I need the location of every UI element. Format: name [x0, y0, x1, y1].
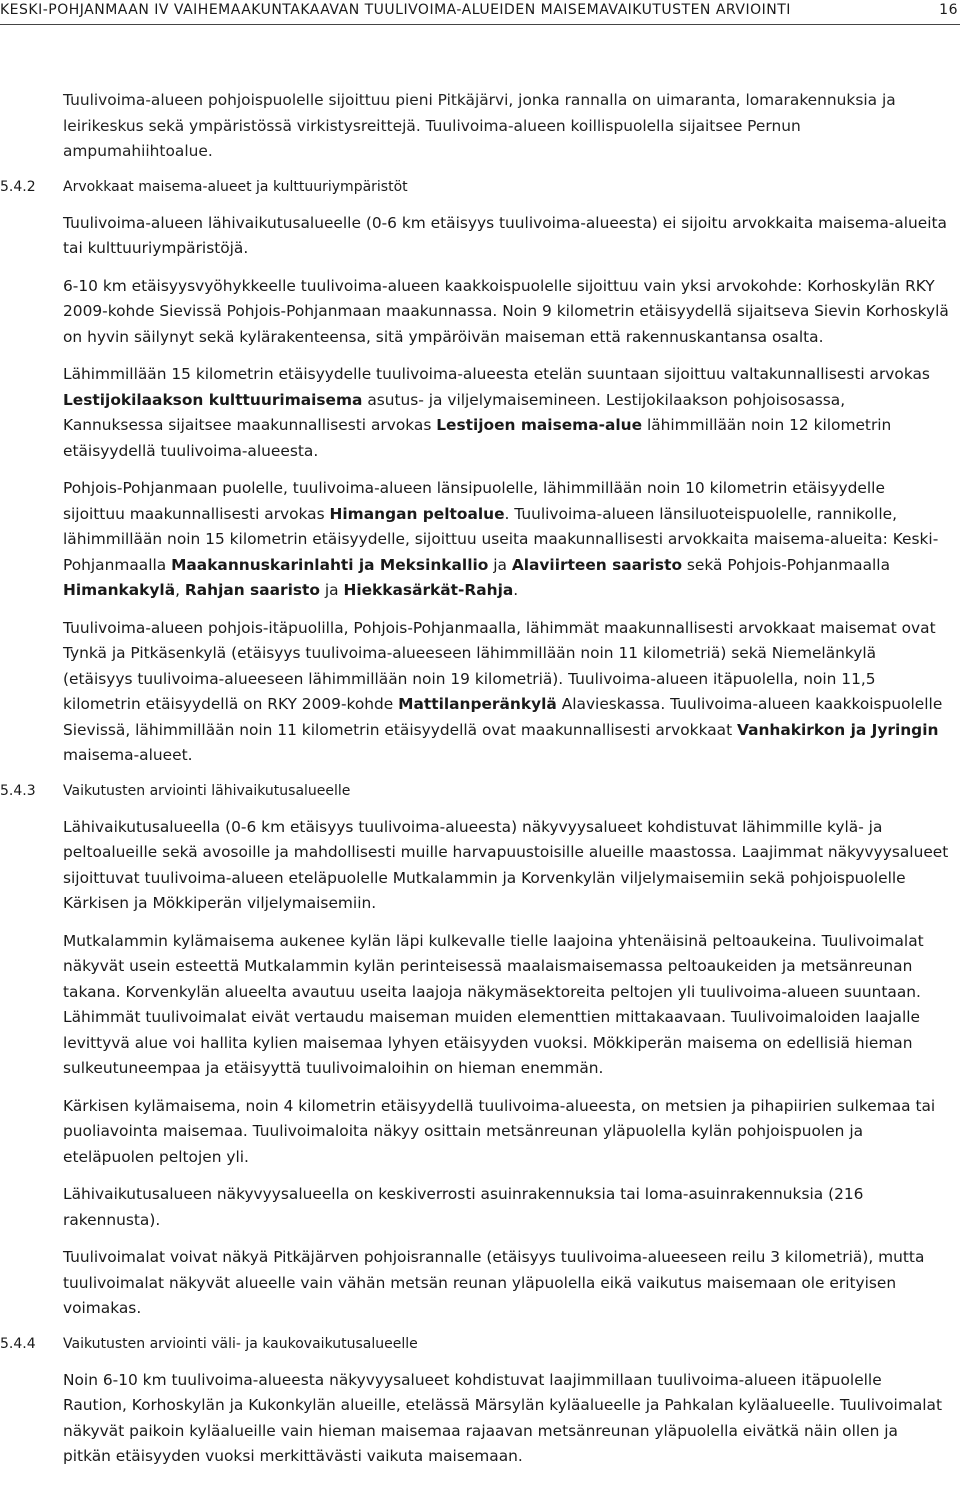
paragraph: Tuulivoima-alueen lähivaikutusalueelle (0-6 km etäisyys tuulivoima-alueesta) ei sijoitu arvokkaita maisema-alueita tai kulttuuriympäristöjä. — [63, 213, 947, 257]
section-title: Arvokkaat maisema-alueet ja kulttuuriympäristöt — [63, 178, 408, 195]
emphasis: Alaviirteen saaristo — [511, 555, 683, 574]
page-header — [0, 0, 960, 25]
paragraph: Kärkisen kylämaisema, noin 4 kilometrin etäisyydellä tuulivoima-alueesta, on metsien ja pihapiirien sulkemaa tai puoliavointa maisemaa. Tuulivoimaloita näkyy osittain metsänreunan yläpuolella kylän pohjoispuolen ja eteläpuolen peltojen yli. — [63, 1096, 936, 1166]
emphasis: Lestijokilaakson kulttuurimaisema — [63, 390, 363, 409]
section-heading-5-4-2 — [0, 177, 960, 197]
paragraph: Tuulivoimalat voivat näkyä Pitkäjärven pohjoisrannalle (etäisyys tuulivoima-alueeseen reilu 3 kilometriä), mutta tuulivoimalat näkyvät alueelle vain vähän metsän reunan yläpuolella eikä vaikutus maisemaan ole erityisen voimakas. — [63, 1248, 925, 1317]
section-heading-5-4-3 — [0, 781, 960, 801]
emphasis: Hiekkasärkät-Rahja — [343, 581, 514, 599]
emphasis: Rahjan saaristo — [184, 581, 320, 599]
paragraph: Lähivaikutusalueen näkyvyysalueella on keskiverrosti asuinrakennuksia tai loma-asuinrakennuksia (216 rakennusta). — [63, 1185, 864, 1229]
document-title: KESKI-POHJANMAAN IV VAIHEMAAKUNTAKAAVAN TUULIVOIMA-ALUEIDEN MAISEMAVAIKUTUSTEN ARVIOINTI — [0, 2, 791, 18]
paragraph: Noin 6-10 km tuulivoima-alueesta näkyvyysalueet kohdistuvat laajimmillaan tuulivoima-alueen itäpuolelle Raution, Korhoskylän ja Kukonkylän alueille, etelässä Märsylän kyläalueelle ja Pahkalan kyläalueelle. Tuulivoimalat näkyvät paikoin kyläalueille vain hieman maisemaa rajaavan metsänreunan yläpuolella eivätkä näin ollen ja pitkän etäisyyden vuoksi merkittävästi vaikuta maisemaan. — [63, 1370, 942, 1465]
paragraph: Mutkalammin kylämaisema aukenee kylän läpi kulkevalle tielle laajoina yhtenäisinä peltoaukeina. Tuulivoimalat näkyvät usein esteettä Mutkalammin kylän perinteisessä maalaismaisemassa peltoaukeiden ja metsänreunan takana. Korvenkylän alueelta avautuu useita laajoja näkymäsektoreita peltojen yli tuulivoima-alueen suuntaan. Lähimmät tuulivoimalat eivät vertaudu maiseman muiden elementtien mittakaavaan. Tuulivoimaloiden laajalle levittyvä alue voi hallita kylien maisemaa lyhyen etäisyyden vuoksi. Mökkiperän maisema on edellisiä hieman sulkeutuneempaa ja etäisyyttä tuulivoimaloihin on hieman enemmän. — [63, 931, 924, 1077]
intro-paragraph: Tuulivoima-alueen pohjoispuolelle sijoittuu pieni Pitkäjärvi, jonka rannalla on uimaranta, lomarakennuksia ja leirikeskus sekä ympäristössä virkistysreittejä. Tuulivoima-alueen koillispuolella sijaitsee Pernun ampumahiihtoalue. — [63, 91, 896, 160]
emphasis: Lestijoen maisema-alue — [436, 416, 643, 434]
paragraph: Lähivaikutusalueella (0-6 km etäisyys tuulivoima-alueesta) näkyvyysalueet kohdistuvat lähimmille kylä- ja peltoalueille sekä avosoille ja mahdollisesti muille harvapuustoisille alueille maastossa. Laajimmat näkyvyysalueet sijoittuvat tuulivoima-alueen eteläpuolelle Mutkalammin ja Korvenkylän viljelymaisemiin sekä pohjoispuolelle Kärkisen ja Mökkiperän viljelymaisemiin. — [63, 817, 949, 912]
paragraph: 6-10 km etäisyysvyöhykkeelle tuulivoima-alueen kaakkoispuolelle sijoittuu vain yksi arvokohde: Korhoskylän RKY 2009-kohde Sievissä Pohjois-Pohjanmaan maakunnassa. Noin 9 kilometrin etäisyydellä sijaitseva Sievin Korhoskylä on hyvin säilynyt sekä kylärakenteensa, sitä ympäröivän maiseman että rakennuskantansa osalta. — [63, 276, 949, 346]
section-number: 5.4.2 — [0, 178, 36, 195]
section-heading-5-4-4 — [0, 1334, 960, 1354]
section-title: Vaikutusten arviointi lähivaikutusalueelle — [63, 782, 351, 799]
paragraph: Tuulivoima-alueen pohjois-itäpuolilla, Pohjois-Pohjanmaalla, lähimmät maakunnallisesti arvokkaat maisemat ovat Tynkä ja Pitkäsenkylä (etäisyys tuulivoima-alueeseen lähimmillään noin 11 kilometriä) sekä Niemelänkylä (etäisyys tuulivoima-alueeseen lähimmillään noin 19 kilometriä). Tuulivoima-alueen itäpuolella, noin 11,5 kilometrin etäisyydellä on RKY 2009-kohde Mattilanperänkylä Alavieskassa. Tuulivoima-alueen kaakkoispuolelle Sievissä, lähimmillään noin 11 kilometrin etäisyydellä ovat maakunnallisesti arvokkaat Vanhakirkon ja Jyringin maisema-alueet. — [63, 618, 943, 764]
section-title: Vaikutusten arviointi väli- ja kaukovaikutusalueelle — [63, 1335, 418, 1352]
emphasis: Vanhakirkon ja Jyringin — [737, 720, 939, 739]
paragraph: Pohjois-Pohjanmaan puolelle, tuulivoima-alueen länsipuolelle, lähimmillään noin 10 kilometrin etäisyydelle sijoittuu maakunnallisesti arvokas Himangan peltoalue. Tuulivoima-alueen länsiluoteispuolelle, rannikolle, lähimmillään noin 15 kilometrin etäisyydelle, sijoittuu useita maakunnallisesti arvokkaita maisema-alueita: Keski-Pohjanmaalla Maakannuskarinlahti ja Meksinkallio ja Alaviirteen saaristo sekä Pohjois-Pohjanmaalla Himankakylä, Rahjan saaristo ja Hiekkasärkät-Rahja. — [63, 479, 939, 599]
emphasis: Mattilanperänkylä — [398, 695, 557, 713]
paragraph: Lähimmillään 15 kilometrin etäisyydelle tuulivoima-alueesta etelän suuntaan sijoittuu valtakunnallisesti arvokas Lestijokilaakson kulttuurimaisema asutus- ja viljelymaisemineen. Lestijokilaakson pohjoisosassa, Kannuksessa sijaitsee maakunnallisesti arvokas Lestijoen maisema-alue lähimmillään noin 12 kilometrin etäisyydellä tuulivoima-alueesta. — [63, 365, 930, 460]
emphasis: Himankakylä — [63, 581, 176, 599]
page-number: 16 — [939, 2, 958, 18]
emphasis: Maakannuskarinlahti ja Meksinkallio — [171, 555, 489, 574]
section-number: 5.4.3 — [0, 782, 36, 799]
emphasis: Himangan peltoalue — [329, 504, 505, 523]
document-body — [0, 88, 960, 1470]
section-number: 5.4.4 — [0, 1335, 36, 1352]
